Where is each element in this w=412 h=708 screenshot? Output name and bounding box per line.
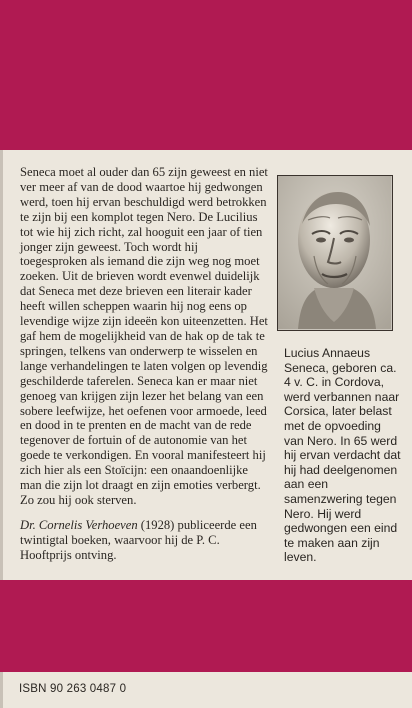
top-color-band [0, 0, 412, 150]
seneca-bust-icon [278, 176, 391, 329]
isbn-number: ISBN 90 263 0487 0 [19, 683, 127, 695]
bottom-color-band [0, 580, 412, 672]
portrait-caption: Lucius Annaeus Seneca, geboren ca. 4 v. C. in Cordova, werd verbannen naar Corsica, later belast met de opvoeding van Nero. In 65 werd hij ervan verdacht dat hij had deelgenomen aan een samenzwering tegen Nero. Hij werd gedwongen een eind te maken aan zijn leven. [284, 346, 401, 565]
blurb [20, 165, 268, 563]
author-bio-text: (1928) publiceerde een twintigtal boeken, waarvoor hij de P. C. Hooftprijs ontving. [20, 517, 257, 562]
author-name: Dr. Cornelis Verhoeven [20, 517, 138, 532]
portrait-image [277, 175, 393, 331]
author-bio [20, 518, 268, 563]
description-text: Seneca moet al ouder dan 65 zijn geweest en niet ver meer af van de dood waartoe hij gedwongen werd, toen hij ervan beschuldigd werd betrokken te zijn bij een komplot tegen Nero. De Lucilius tot wie hij zich richt, zal hooguit een jaar of tien jonger zijn geweest. Toch wordt hij toegesproken als iemand die zijn weg nog moet zoeken. Uit de brieven wordt evenwel duidelijk dat Seneca met deze brieven een literair kader heeft willen scheppen waarin hij nog eens op levendige wijze zijn ideeën kon uiteenzetten. Het gaf hem de mogelijkheid van de hak op de tak te springen, telkens van onderwerp te wisselen en lange verhandelingen te laten volgen op levendig geschilderde taferelen. Seneca kan er maar niet genoeg van krijgen zijn lezer het belang van een sobere leefwijze, het oefenen voor armoede, leed en dood in te prenten en de macht van de rede tegenover de fortuin of de autonomie van het goede te verkondigen. En vooral manifesteert hij zich hier als een Stoïcijn: een onaandoenlijke man die zijn lot draagt en zijn emoties verbergt. Zo zou hij ook sterven. [20, 165, 268, 507]
